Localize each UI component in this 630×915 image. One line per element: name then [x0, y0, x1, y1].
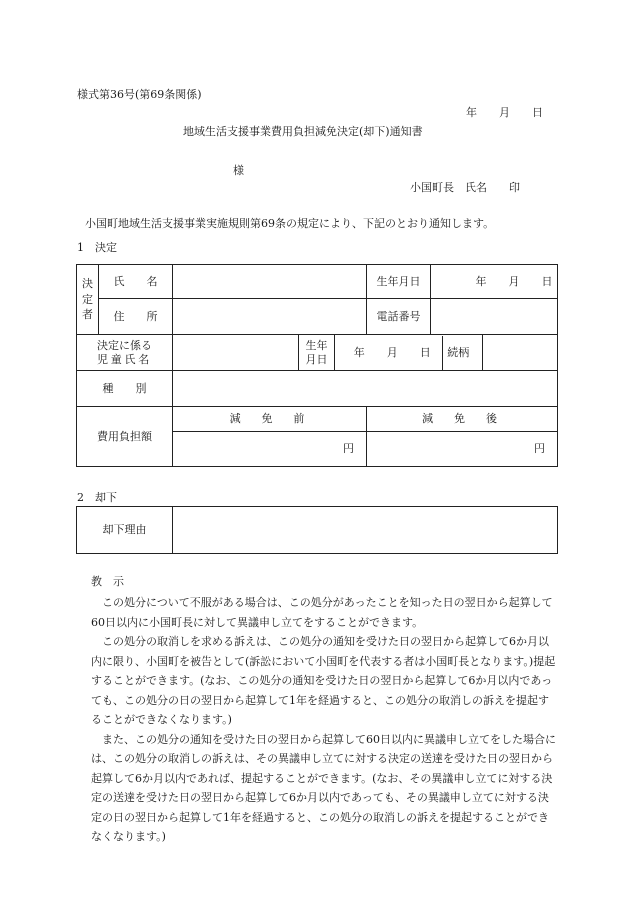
notice-body	[91, 593, 557, 847]
address-field[interactable]	[173, 299, 367, 335]
child-birth-value[interactable]: 年 月 日 続柄	[335, 335, 483, 371]
birth-label: 生年月日	[367, 265, 431, 299]
issue-date: 年 月 日	[466, 106, 543, 119]
rejection-reason-field[interactable]	[173, 507, 558, 554]
phone-label: 電話番号	[367, 299, 431, 335]
decision-table	[76, 264, 558, 467]
intro-text: 小国町地域生活支援事業実施規則第69条の規定により、下記のとおり通知します。	[85, 217, 495, 230]
birth-value[interactable]: 年 月 日	[431, 265, 558, 299]
issuer-line: 小国町長 氏名 印	[410, 181, 520, 194]
child-name-field[interactable]	[173, 335, 299, 371]
type-label: 種 別	[77, 371, 173, 407]
phone-field[interactable]	[431, 299, 558, 335]
yen-after-field[interactable]: 円	[367, 432, 558, 467]
relation-label: 続柄	[442, 336, 469, 370]
notice-paragraph: この処分の取消しを求める訴えは、この処分の通知を受けた日の翌日から起算して6か月以内に限り、小国町を被告として(訴訟において小国町を代表する者は小国町長となります。)提起することができます。(なお、この処分の通知を受けた日の翌日から起算して6か月以内であっても、この処分の日の翌日から起算して1年を経過すると、この処分の取消しの訴えを提起することができなくなります。)	[91, 635, 556, 726]
yen-before-field[interactable]: 円	[173, 432, 367, 467]
rejection-table	[76, 506, 558, 554]
form-number: 様式第36号(第69条関係)	[77, 88, 202, 101]
type-field[interactable]	[173, 371, 558, 407]
notice-paragraph: この処分について不服がある場合は、この処分があったことを知った日の翌日から起算して60日以内に小国町長に対して異議申し立てをすることができます。	[91, 596, 553, 629]
notice-heading: 教 示	[91, 575, 124, 588]
before-reduction-label: 減 免 前	[173, 407, 367, 432]
decided-person-label: 決定者	[77, 265, 99, 335]
section1-heading: 1 決定	[77, 241, 117, 254]
after-reduction-label: 減 免 後	[367, 407, 558, 432]
rejection-reason-label: 却下理由	[77, 507, 173, 554]
address-label: 住 所	[99, 299, 173, 335]
child-name-label: 決定に係る 児童氏名	[77, 335, 173, 371]
name-label: 氏 名	[99, 265, 173, 299]
section2-heading: 2 却下	[77, 491, 117, 504]
child-birth-label: 生年 月日	[299, 335, 335, 371]
relation-field[interactable]	[483, 335, 558, 371]
cost-label: 費用負担額	[77, 407, 173, 467]
notice-paragraph: また、この処分の通知を受けた日の翌日から起算して60日以内に異議申し立てをした場合には、この処分の取消しの訴えは、その異議申し立てに対する決定の送達を受けた日の翌日から起算して6か月以内であれば、提起することができます。(なお、その異議申し立てに対する決定の送達を受けた日の翌日から起算して6か月以内であっても、その異議申し立てに対する決定の日の翌日から起算して1年を経過すると、この処分の取消しの訴えを提起することができなくなります。)	[91, 732, 556, 843]
addressee-suffix: 様	[233, 164, 244, 177]
document-title: 地域生活支援事業費用負担減免決定(却下)通知書	[183, 125, 423, 138]
name-field[interactable]	[173, 265, 367, 299]
